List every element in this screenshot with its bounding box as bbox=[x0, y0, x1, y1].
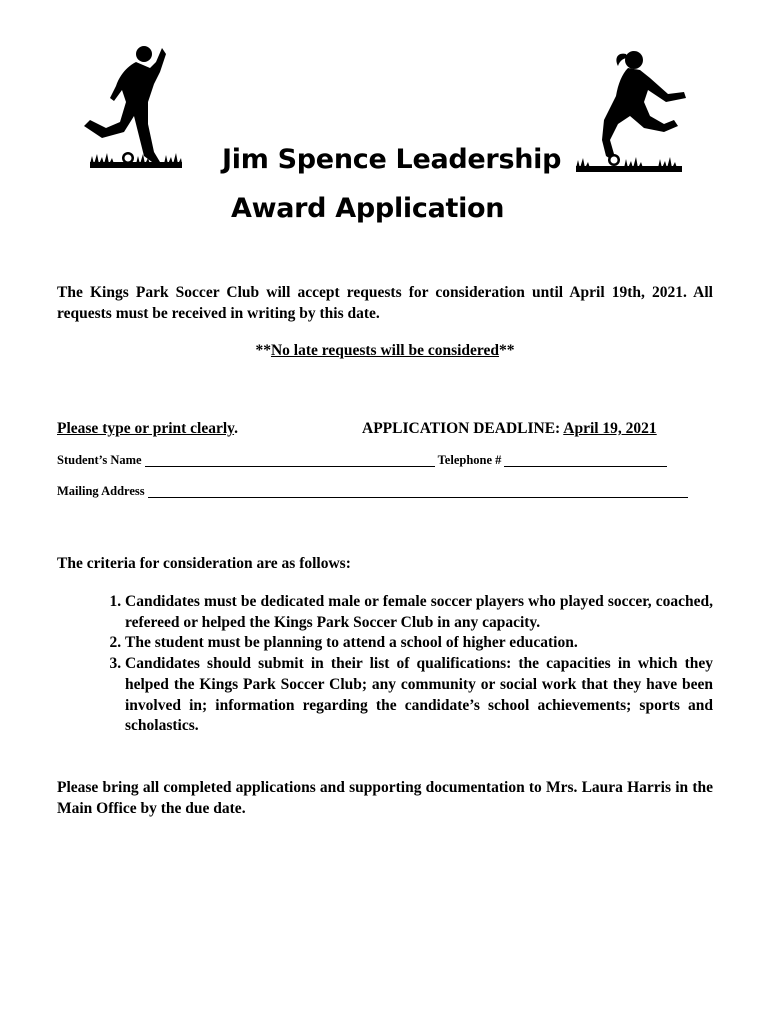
player-head bbox=[136, 46, 152, 62]
player-body bbox=[84, 48, 166, 162]
deadline-date: April 19, 2021 bbox=[563, 420, 657, 437]
page-title-line-1: Jim Spence Leadership bbox=[222, 144, 562, 175]
late-requests-notice: **No late requests will be considered** bbox=[255, 342, 515, 359]
male-soccer-player-silhouette bbox=[76, 40, 186, 174]
female-soccer-player-silhouette bbox=[574, 44, 686, 176]
mailing-address-label: Mailing Address bbox=[57, 484, 145, 498]
intro-paragraph: The Kings Park Soccer Club will accept requests for consideration until April 19th, 2021. All requests must be received in writing by this date. bbox=[57, 284, 713, 322]
player-body bbox=[602, 68, 686, 160]
student-name-field[interactable] bbox=[145, 454, 435, 467]
late-requests-text: No late requests will be considered bbox=[270, 342, 500, 359]
student-name-label: Student’s Name bbox=[57, 453, 142, 467]
criteria-item: 1. Candidates must be dedicated male or female soccer players who played soccer, coached, refereed or helped the Kings Park Soccer Club in any capacity. bbox=[125, 592, 713, 633]
telephone-label: Telephone # bbox=[437, 453, 502, 467]
print-clearly-note: Please type or print clearly. bbox=[57, 420, 238, 437]
telephone-field[interactable] bbox=[504, 454, 667, 467]
criteria-item: 2. The student must be planning to attend a school of higher education. bbox=[125, 633, 713, 654]
grass bbox=[90, 162, 182, 168]
application-deadline: APPLICATION DEADLINE: April 19, 2021 bbox=[362, 420, 657, 437]
criteria-list bbox=[57, 592, 713, 737]
page-title-line-2: Award Application bbox=[231, 193, 505, 224]
student-info-row bbox=[57, 453, 713, 468]
closing-paragraph: Please bring all completed applications and supporting documentation to Mrs. Laura Harris in the Main Office by the due date. bbox=[57, 779, 713, 817]
mailing-address-field[interactable] bbox=[148, 485, 688, 498]
player-head bbox=[625, 51, 643, 69]
criteria-heading: The criteria for consideration are as follows: bbox=[57, 555, 351, 572]
criteria-item: 3. Candidates should submit in their list of qualifications: the capacities in which they helped the Kings Park Soccer Club; any community or social work that they have been involved in; information regarding the candidate’s school achievements; sports and scholastics. bbox=[125, 654, 713, 737]
mailing-address-row bbox=[57, 484, 713, 499]
